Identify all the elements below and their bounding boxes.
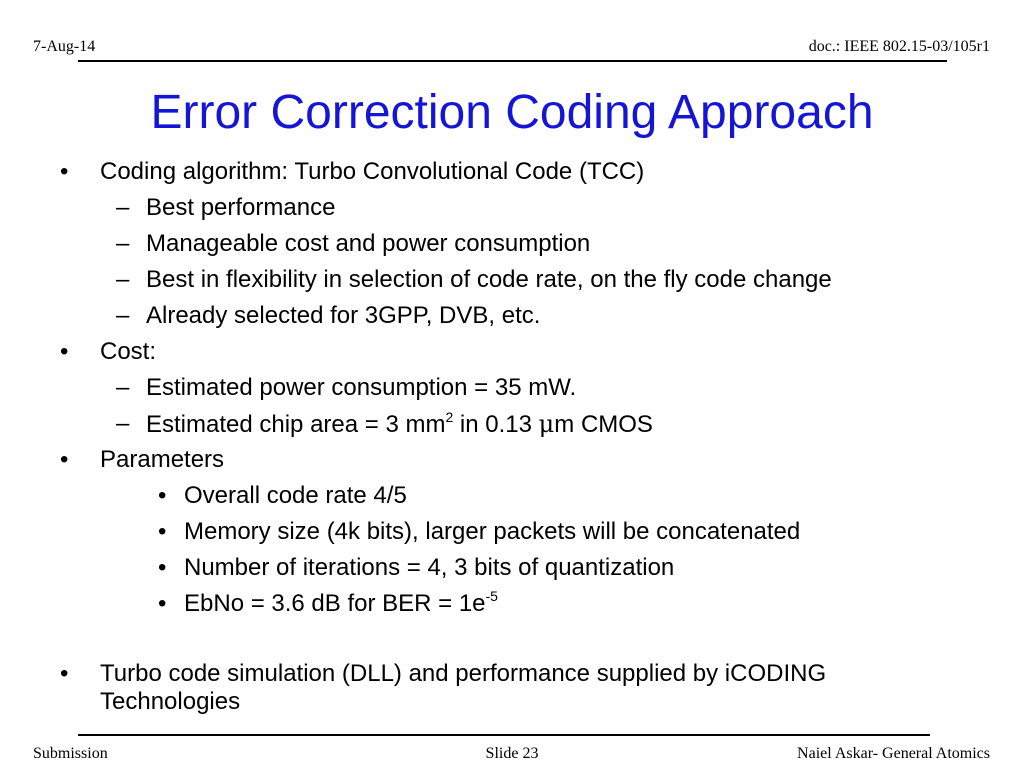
dash-marker: – (116, 302, 130, 329)
bullet-marker: • (60, 660, 69, 687)
param-iterations: Number of iterations = 4, 3 bits of quantization (184, 554, 675, 581)
chip-area-cmos: m CMOS (554, 411, 653, 438)
area-exponent: 2 (445, 409, 454, 425)
sub-bullet-best-performance: Best performance (146, 194, 336, 221)
footer-author: Naiel Askar- General Atomics (797, 745, 990, 762)
footer-submission: Submission (33, 745, 108, 762)
footer-slide-number: Slide 23 (485, 745, 539, 762)
bullet-marker: • (60, 338, 69, 365)
bullet-turbo-simulation: Turbo code simulation (DLL) and performance supplied by iCODING (100, 660, 827, 687)
bullet-marker: • (158, 554, 167, 581)
param-memory-size: Memory size (4k bits), larger packets will be concatenated (184, 518, 801, 545)
sub-bullet-power-consumption: Estimated power consumption = 35 mW. (146, 374, 577, 401)
slide-title: Error Correction Coding Approach (150, 86, 874, 139)
dash-marker: – (116, 374, 130, 401)
header-date: 7-Aug-14 (33, 38, 96, 55)
dash-marker: – (116, 194, 130, 221)
sub-bullet-already-selected: Already selected for 3GPP, DVB, etc. (146, 302, 541, 329)
bullet-parameters: Parameters (100, 446, 225, 473)
bullet-marker: • (158, 482, 167, 509)
header-doc-id: doc.: IEEE 802.15-03/105r1 (808, 38, 990, 55)
sub-bullet-chip-area (146, 410, 653, 439)
bullet-marker: • (158, 518, 167, 545)
ebno-text: EbNo = 3.6 dB for BER = 1e (184, 590, 486, 617)
chip-area-text: Estimated chip area = 3 mm (146, 411, 446, 438)
bullet-cost: Cost: (100, 338, 157, 365)
param-ebno (184, 590, 498, 618)
bullet-coding-algorithm: Coding algorithm: Turbo Convolutional Code (TCC) (100, 158, 645, 185)
dash-marker: – (116, 266, 130, 293)
sub-bullet-manageable-cost: Manageable cost and power consumption (146, 230, 591, 257)
sub-bullet-flexibility: Best in flexibility in selection of code rate, on the fly code change (146, 266, 832, 293)
footer-divider (78, 734, 930, 736)
param-code-rate: Overall code rate 4/5 (184, 482, 407, 509)
header-divider (78, 60, 947, 62)
bullet-marker: • (60, 446, 69, 473)
chip-area-process: in 0.13 (453, 411, 539, 438)
ber-exponent: -5 (485, 588, 498, 604)
dash-marker: – (116, 410, 130, 437)
dash-marker: – (116, 230, 130, 257)
micro-symbol: μ (538, 410, 555, 438)
bullet-marker: • (158, 590, 167, 617)
bullet-marker: • (60, 158, 69, 185)
bullet-turbo-simulation-cont: Technologies (100, 688, 241, 715)
